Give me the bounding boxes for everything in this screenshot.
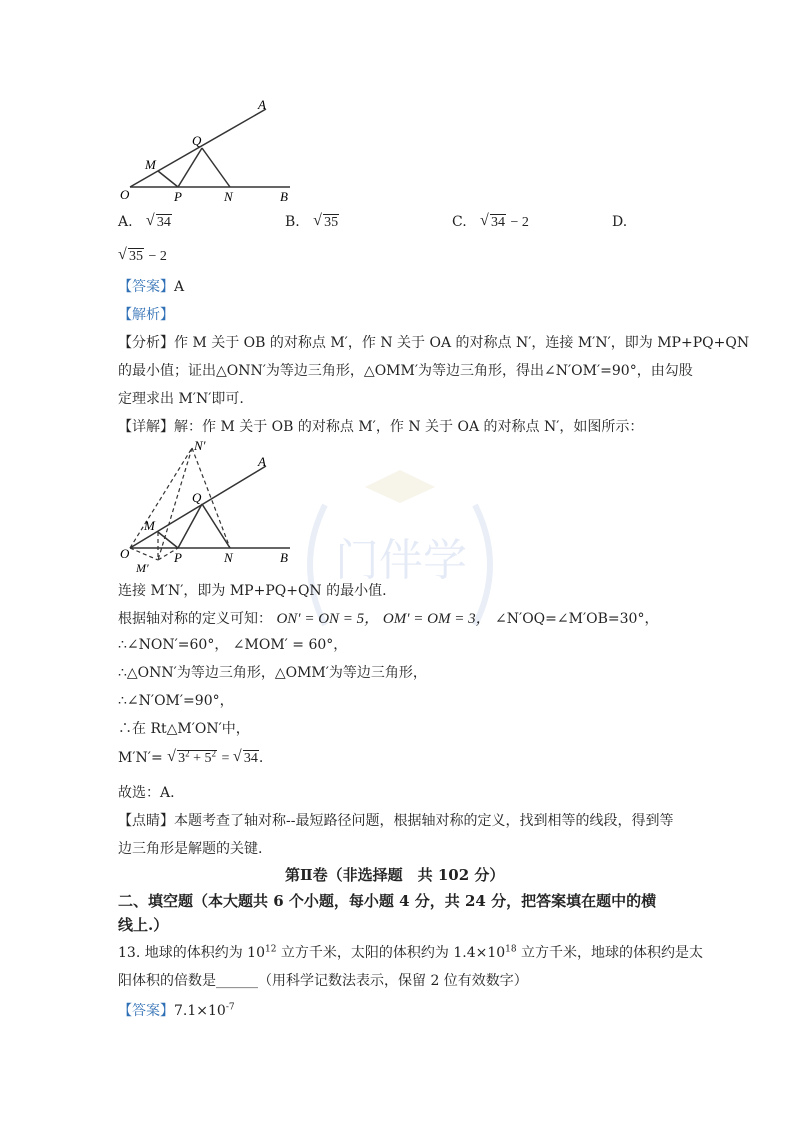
option-c: C. √ 34 − 2 [452, 214, 529, 231]
step-2: 根据轴对称的定义可知： ON′ = ON = 5， OM′ = OM = 3， ∠N′OQ=∠M′OB=30°， [118, 611, 659, 627]
watermark-text: 门伴学 [335, 536, 467, 585]
svg-text:A: A [258, 97, 266, 112]
svg-text:Q: Q [192, 490, 202, 505]
fenxi-line-3: 定理求出 M′N′即可. [118, 391, 244, 407]
fenxi-line-2: 的最小值；证出△ONN′为等边三角形，△OMM′为等边三角形，得出∠N′OM′=90°，由勾股 [118, 363, 693, 379]
fill-heading-1: 二、填空题（本大题共 6 个小题，每小题 4 分，共 24 分，把答案填在题中的横 [118, 892, 657, 910]
svg-text:M′: M′ [136, 561, 149, 575]
svg-text:A: A [258, 454, 266, 469]
step-7-formula: M′N′= √ $3^2 + 5^2$ = √ 34. [118, 750, 263, 767]
answer-tag: 【答案】 [118, 279, 174, 295]
svg-text:P: P [174, 189, 182, 204]
xiangjie-line-1: 【详解】解：作 M 关于 OB 的对称点 M′，作 N 关于 OA 的对称点 N′，如图所示： [118, 419, 644, 435]
answer-line [118, 276, 184, 296]
answer-value: A [174, 279, 185, 295]
q13-answer: 【答案】$7.1\times 10^{-7}$ [118, 1002, 235, 1019]
svg-text:P: P [174, 550, 182, 565]
figure-1-diagram [118, 95, 303, 210]
fenxi-line-1: 【分析】作 M 关于 OB 的对称点 M′，作 N 关于 OA 的对称点 N′，连接 M′N′，即为 MP+PQ+QN [118, 335, 750, 351]
step-3: ∴∠NON′=60°， ∠MOM′ = 60°， [118, 637, 348, 653]
section-title: 第Ⅱ卷（非选择题 共 102 分） [285, 866, 505, 884]
svg-text:N′: N′ [194, 438, 206, 453]
figure-2-diagram [118, 436, 303, 576]
q13-line-1: 13. 地球的体积约为 $10^{12}$ 立方千米，太阳的体积约为 $1.4\times 10^{18}$ 立方千米，地球的体积约是太 [118, 944, 704, 961]
fill-heading-2: 线上.） [118, 916, 169, 934]
svg-text:M: M [144, 518, 155, 533]
analysis-tag: 【解析】 [118, 307, 174, 323]
svg-text:O: O [120, 546, 130, 561]
step-4: ∴△ONN′为等边三角形，△OMM′为等边三角形， [118, 665, 427, 681]
svg-text:B: B [280, 550, 288, 565]
svg-text:Q: Q [192, 133, 202, 148]
option-d-label: D. [612, 214, 628, 230]
step-5: ∴∠N′OM′=90°， [118, 693, 234, 709]
svg-text:N: N [224, 550, 233, 565]
svg-text:B: B [280, 189, 288, 204]
step-1: 连接 M′N′，即为 MP+PQ+QN 的最小值. [118, 583, 387, 599]
svg-text:N: N [224, 189, 233, 204]
step-6: ∴在 Rt△M′ON′中， [118, 721, 250, 737]
dianjing-line-2: 边三角形是解题的关键. [118, 841, 263, 857]
svg-text:O: O [120, 187, 130, 202]
option-b: B. √ 35 [285, 214, 339, 231]
option-d-value: √ 35 − 2 [118, 248, 167, 265]
svg-text:M: M [145, 157, 156, 172]
step-8: 故选：A. [118, 785, 175, 801]
q13-line-2: 阳体积的倍数是______（用科学记数法表示，保留 2 位有效数字） [118, 973, 528, 989]
option-a: A. √ 34 [118, 214, 172, 231]
dianjing-line-1: 【点睛】本题考查了轴对称--最短路径问题，根据轴对称的定义，找到相等的线段，得到等 [118, 813, 674, 829]
